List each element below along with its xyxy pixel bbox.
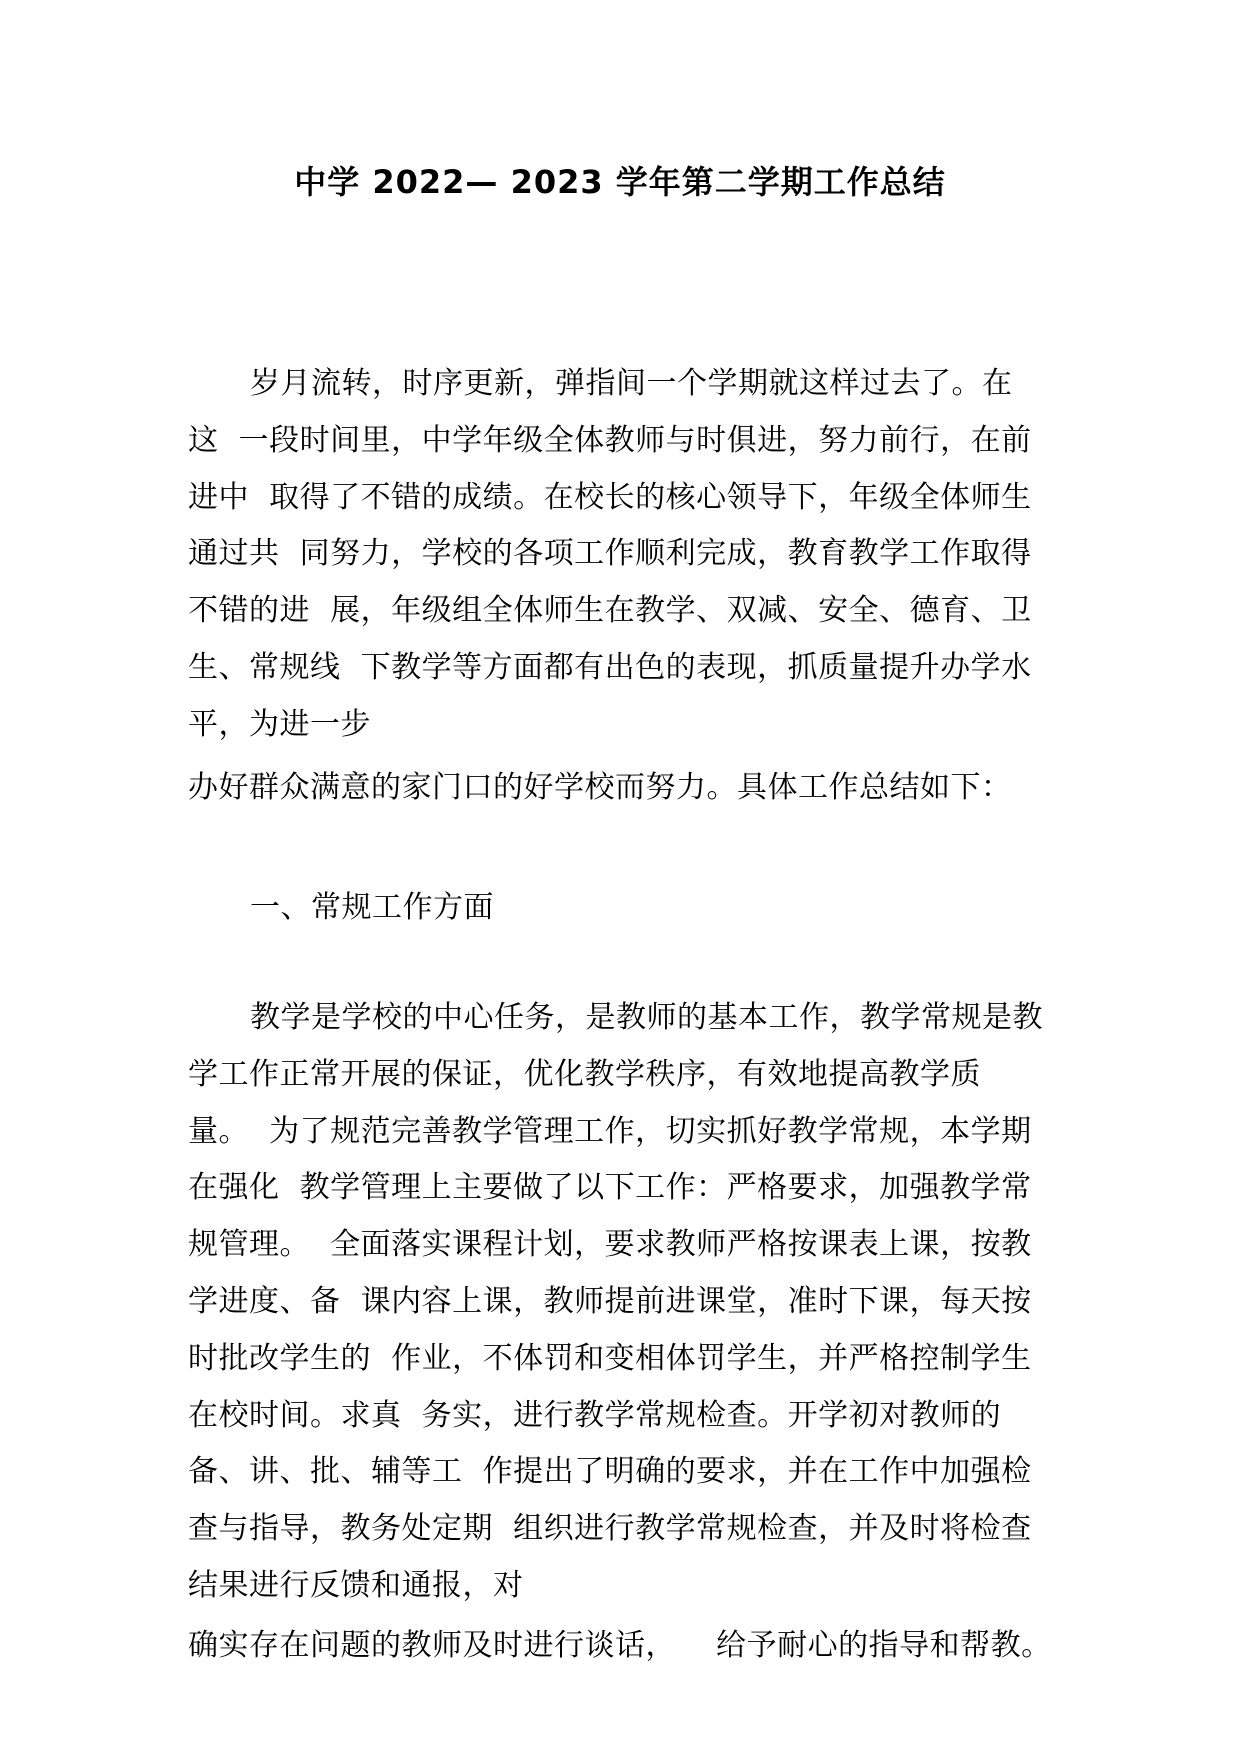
paragraph-intro <box>188 356 1068 754</box>
paragraph-line: 在校时间。求真 务实，进行教学常规检查。开学初对教师的 <box>188 1397 1002 1433</box>
paragraph-line: 办好群众满意的家门口的好学校而努力。具体工作总结如下： <box>188 770 1012 805</box>
section-heading <box>188 880 1068 937</box>
paragraph-routine-work <box>188 990 1068 1615</box>
paragraph-line: 通过共 同努力，学校的各项工作顺利完成，教育教学工作取得 <box>188 536 1032 572</box>
paragraph-line: 生、常规线 下教学等方面都有出色的表现，抓质量提升办学水 <box>188 649 1032 685</box>
paragraph-line: 结果进行反馈和通报，对 <box>188 1567 524 1603</box>
paragraph-line: 学进度、备 课内容上课，教师提前进课堂，准时下课，每天按 <box>188 1283 1032 1319</box>
paragraph-line: 在强化 教学管理上主要做了以下工作：严格要求，加强教学常 <box>188 1170 1032 1206</box>
paragraph-line: 规管理。 全面落实课程计划，要求教师严格按课表上课，按教 <box>188 1227 1032 1263</box>
paragraph-line: 查与指导，教务处定期 组织进行教学常规检查，并及时将检查 <box>188 1511 1032 1547</box>
paragraph-intro-continued <box>188 760 1068 817</box>
paragraph-line: 确实存在问题的教师及时进行谈话， 给予耐心的指导和帮教。 <box>188 1628 1052 1663</box>
paragraph-line: 进中 取得了不错的成绩。在校长的核心领导下，年级全体师生 <box>188 479 1032 515</box>
paragraph-routine-work-continued <box>188 1618 1068 1675</box>
paragraph-line: 岁月流转，时序更新，弹指间一个学期就这样过去了。在 <box>250 366 1013 401</box>
paragraph-line: 这 一段时间里，中学年级全体教师与时俱进，努力前行，在前 <box>188 422 1032 458</box>
paragraph-line: 平，为进一步 <box>188 706 371 742</box>
paragraph-line: 不错的进 展，年级组全体师生在教学、双减、安全、德育、卫 <box>188 593 1032 629</box>
paragraph-line: 教学是学校的中心任务，是教师的基本工作，教学常规是教 <box>250 1000 1043 1035</box>
document-title: 中学 2022— 2023 学年第二学期工作总结 <box>294 163 946 201</box>
paragraph-line: 学工作正常开展的保证，优化教学秩序，有效地提高教学质 <box>188 1056 981 1092</box>
paragraph-line: 时批改学生的 作业，不体罚和变相体罚学生，并严格控制学生 <box>188 1340 1032 1376</box>
paragraph-line: 备、讲、批、辅等工 作提出了明确的要求，并在工作中加强检 <box>188 1454 1032 1490</box>
section-heading-text: 一、常规工作方面 <box>250 890 494 925</box>
paragraph-line: 量。 为了规范完善教学管理工作，切实抓好教学常规，本学期 <box>188 1113 1032 1149</box>
